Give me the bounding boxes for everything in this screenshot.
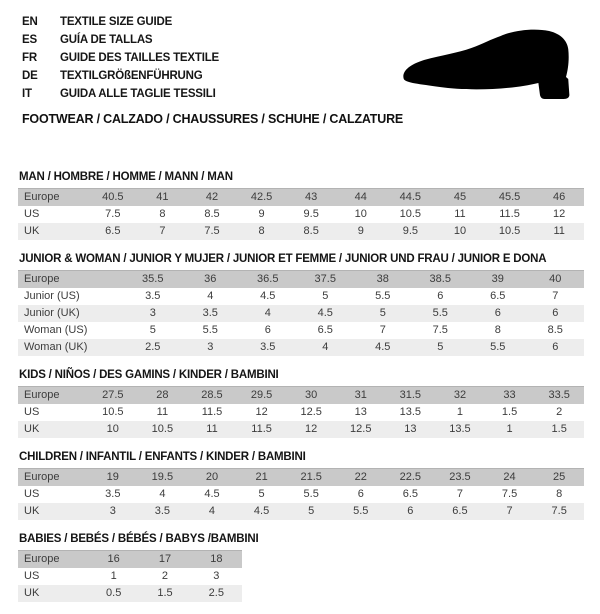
size-cell: 4.5	[237, 503, 287, 520]
language-code: ES	[22, 34, 37, 46]
table-row	[18, 189, 584, 207]
size-cell: 6.5	[297, 322, 355, 339]
language-label: GUIDA ALLE TAGLIE TESSILI	[60, 88, 216, 100]
size-cell: 7	[138, 223, 188, 240]
size-cell: 1.5	[485, 404, 535, 421]
size-cell: 0.5	[88, 585, 139, 602]
size-cell: 3.5	[182, 305, 240, 322]
size-cell: 10.5	[138, 421, 188, 438]
section-title: MAN / HOMBRE / HOMME / MANN / MAN	[19, 171, 233, 183]
table-row	[18, 585, 242, 602]
size-cell: 6.5	[435, 503, 485, 520]
size-cell: 42	[187, 189, 237, 207]
language-code: DE	[22, 70, 38, 82]
size-cell: 2.5	[191, 585, 242, 602]
size-cell: 1	[485, 421, 535, 438]
size-cell: 29.5	[237, 387, 287, 405]
language-row	[22, 85, 403, 103]
size-cell: 33	[485, 387, 535, 405]
size-cell: 42.5	[237, 189, 287, 207]
table-row	[18, 288, 584, 305]
table-row	[18, 568, 242, 585]
size-cell: 17	[139, 551, 190, 569]
size-cell: 4	[138, 486, 188, 503]
size-cell: 31.5	[386, 387, 436, 405]
size-cell: 11	[534, 223, 584, 240]
language-row	[22, 31, 403, 49]
section-title: CHILDREN / INFANTIL / ENFANTS / KINDER / BAMBINI	[19, 451, 306, 463]
size-cell: 8.5	[286, 223, 336, 240]
size-cell: 6	[336, 486, 386, 503]
row-label: Europe	[18, 271, 124, 289]
row-label: Europe	[18, 469, 88, 487]
size-cell: 8	[534, 486, 584, 503]
size-cell: 12.5	[336, 421, 386, 438]
size-cell: 36.5	[239, 271, 297, 289]
size-cell: 4	[182, 288, 240, 305]
size-cell: 7	[354, 322, 412, 339]
table-row	[18, 271, 584, 289]
size-cell: 7.5	[88, 206, 138, 223]
row-label: US	[18, 206, 88, 223]
size-cell: 3.5	[124, 288, 182, 305]
size-cell: 4.5	[354, 339, 412, 356]
size-cell: 4.5	[187, 486, 237, 503]
size-cell: 5	[412, 339, 470, 356]
size-cell: 12	[237, 404, 287, 421]
size-cell: 6	[469, 305, 527, 322]
table-row	[18, 551, 242, 569]
size-cell: 45	[435, 189, 485, 207]
size-table-kids	[18, 386, 584, 438]
size-cell: 21.5	[286, 469, 336, 487]
size-cell: 28.5	[187, 387, 237, 405]
size-cell: 12.5	[286, 404, 336, 421]
size-cell: 32	[435, 387, 485, 405]
size-cell: 21	[237, 469, 287, 487]
size-cell: 5.5	[182, 322, 240, 339]
size-cell: 13	[336, 404, 386, 421]
size-cell: 5.5	[354, 288, 412, 305]
size-cell: 10	[336, 206, 386, 223]
size-cell: 8.5	[187, 206, 237, 223]
dress-shoe-icon	[397, 27, 575, 103]
size-cell: 10	[88, 421, 138, 438]
language-label: GUÍA DE TALLAS	[60, 34, 153, 46]
size-cell: 11	[187, 421, 237, 438]
size-cell: 2	[139, 568, 190, 585]
row-label: US	[18, 568, 88, 585]
size-cell: 12	[534, 206, 584, 223]
size-cell: 9.5	[286, 206, 336, 223]
size-cell: 20	[187, 469, 237, 487]
category-heading: FOOTWEAR / CALZADO / CHAUSSURES / SCHUHE / CALZATURE	[22, 112, 404, 126]
size-cell: 4.5	[239, 288, 297, 305]
size-cell: 6.5	[88, 223, 138, 240]
table-row	[18, 486, 584, 503]
size-cell: 10	[435, 223, 485, 240]
size-cell: 4	[297, 339, 355, 356]
size-cell: 6	[527, 339, 585, 356]
row-label: UK	[18, 585, 88, 602]
size-cell: 46	[534, 189, 584, 207]
size-cell: 4.5	[297, 305, 355, 322]
table-row	[18, 387, 584, 405]
language-label: TEXTILGRÖßENFÜHRUNG	[60, 70, 203, 82]
row-label: Europe	[18, 189, 88, 207]
size-cell: 5.5	[412, 305, 470, 322]
size-cell: 7.5	[187, 223, 237, 240]
size-cell: 38	[354, 271, 412, 289]
size-table-man	[18, 188, 584, 240]
size-cell: 9.5	[386, 223, 436, 240]
size-cell: 2.5	[124, 339, 182, 356]
size-cell: 11	[138, 404, 188, 421]
size-cell: 10.5	[88, 404, 138, 421]
size-cell: 4	[187, 503, 237, 520]
size-cell: 41	[138, 189, 188, 207]
size-table-junior-woman	[18, 270, 584, 356]
size-cell: 5	[297, 288, 355, 305]
size-cell: 8	[469, 322, 527, 339]
row-label: US	[18, 404, 88, 421]
row-label: Europe	[18, 551, 88, 569]
size-cell: 44	[336, 189, 386, 207]
size-cell: 19	[88, 469, 138, 487]
size-cell: 7.5	[485, 486, 535, 503]
size-cell: 13.5	[435, 421, 485, 438]
size-cell: 3	[182, 339, 240, 356]
table-row	[18, 404, 584, 421]
size-cell: 11	[435, 206, 485, 223]
size-cell: 5.5	[469, 339, 527, 356]
size-cell: 22	[336, 469, 386, 487]
size-cell: 13.5	[386, 404, 436, 421]
size-cell: 9	[336, 223, 386, 240]
table-row	[18, 223, 584, 240]
size-cell: 35.5	[124, 271, 182, 289]
section-children	[18, 450, 584, 520]
table-row	[18, 206, 584, 223]
row-label: Junior (US)	[18, 288, 124, 305]
size-cell: 6	[239, 322, 297, 339]
language-code: IT	[22, 88, 32, 100]
size-cell: 6	[386, 503, 436, 520]
size-cell: 12	[286, 421, 336, 438]
size-cell: 5	[124, 322, 182, 339]
size-cell: 40	[527, 271, 585, 289]
size-cell: 5.5	[286, 486, 336, 503]
size-cell: 45.5	[485, 189, 535, 207]
size-cell: 8	[138, 206, 188, 223]
row-label: UK	[18, 421, 88, 438]
size-cell: 9	[237, 206, 287, 223]
language-row	[22, 13, 403, 31]
size-cell: 5	[286, 503, 336, 520]
size-cell: 3.5	[239, 339, 297, 356]
size-cell: 11.5	[485, 206, 535, 223]
size-cell: 30	[286, 387, 336, 405]
size-cell: 5.5	[336, 503, 386, 520]
language-row	[22, 67, 403, 85]
size-cell: 19.5	[138, 469, 188, 487]
size-cell: 28	[138, 387, 188, 405]
size-cell: 1	[435, 404, 485, 421]
row-label: Junior (UK)	[18, 305, 124, 322]
section-title: JUNIOR & WOMAN / JUNIOR Y MUJER / JUNIOR ET FEMME / JUNIOR UND FRAU / JUNIOR E DONA	[19, 253, 547, 265]
size-cell: 18	[191, 551, 242, 569]
size-cell: 1.5	[534, 421, 584, 438]
table-row	[18, 469, 584, 487]
row-label: Woman (UK)	[18, 339, 124, 356]
section-title: KIDS / NIÑOS / DES GAMINS / KINDER / BAMBINI	[19, 369, 279, 381]
size-cell: 27.5	[88, 387, 138, 405]
table-row	[18, 322, 584, 339]
size-cell: 31	[336, 387, 386, 405]
section-kids	[18, 368, 584, 438]
language-code: FR	[22, 52, 37, 64]
size-table-babies	[18, 550, 242, 602]
size-cell: 7	[435, 486, 485, 503]
size-cell: 7	[485, 503, 535, 520]
size-tables	[18, 170, 584, 614]
size-cell: 16	[88, 551, 139, 569]
size-cell: 3	[124, 305, 182, 322]
language-label: GUIDE DES TAILLES TEXTILE	[60, 52, 219, 64]
size-cell: 7.5	[534, 503, 584, 520]
size-cell: 6	[412, 288, 470, 305]
size-cell: 11.5	[237, 421, 287, 438]
language-code: EN	[22, 16, 38, 28]
table-row	[18, 421, 584, 438]
language-row	[22, 49, 403, 67]
size-cell: 22.5	[386, 469, 436, 487]
size-cell: 4	[239, 305, 297, 322]
size-cell: 36	[182, 271, 240, 289]
size-cell: 33.5	[534, 387, 584, 405]
size-cell: 39	[469, 271, 527, 289]
size-cell: 3.5	[88, 486, 138, 503]
row-label: Europe	[18, 387, 88, 405]
size-cell: 7.5	[412, 322, 470, 339]
section-man	[18, 170, 584, 240]
size-cell: 23.5	[435, 469, 485, 487]
size-cell: 7	[527, 288, 585, 305]
size-cell: 10.5	[485, 223, 535, 240]
size-cell: 11.5	[187, 404, 237, 421]
row-label: UK	[18, 503, 88, 520]
size-cell: 43	[286, 189, 336, 207]
language-header	[22, 13, 403, 126]
table-row	[18, 503, 584, 520]
size-cell: 3.5	[138, 503, 188, 520]
size-cell: 25	[534, 469, 584, 487]
size-cell: 44.5	[386, 189, 436, 207]
size-cell: 38.5	[412, 271, 470, 289]
size-cell: 5	[237, 486, 287, 503]
size-cell: 10.5	[386, 206, 436, 223]
size-cell: 6	[527, 305, 585, 322]
size-cell: 40.5	[88, 189, 138, 207]
size-cell: 6.5	[469, 288, 527, 305]
section-title: BABIES / BEBÉS / BÉBÉS / BABYS /BAMBINI	[19, 533, 259, 545]
row-label: US	[18, 486, 88, 503]
size-cell: 13	[386, 421, 436, 438]
section-babies	[18, 532, 584, 602]
size-cell: 8	[237, 223, 287, 240]
section-junior-woman	[18, 252, 584, 356]
size-cell: 8.5	[527, 322, 585, 339]
size-cell: 37.5	[297, 271, 355, 289]
size-cell: 3	[88, 503, 138, 520]
size-cell: 6.5	[386, 486, 436, 503]
size-cell: 1	[88, 568, 139, 585]
table-row	[18, 339, 584, 356]
size-cell: 5	[354, 305, 412, 322]
size-cell: 1.5	[139, 585, 190, 602]
table-row	[18, 305, 584, 322]
row-label: Woman (US)	[18, 322, 124, 339]
row-label: UK	[18, 223, 88, 240]
size-cell: 2	[534, 404, 584, 421]
size-cell: 24	[485, 469, 535, 487]
language-label: TEXTILE SIZE GUIDE	[60, 16, 173, 28]
size-cell: 3	[191, 568, 242, 585]
size-table-children	[18, 468, 584, 520]
